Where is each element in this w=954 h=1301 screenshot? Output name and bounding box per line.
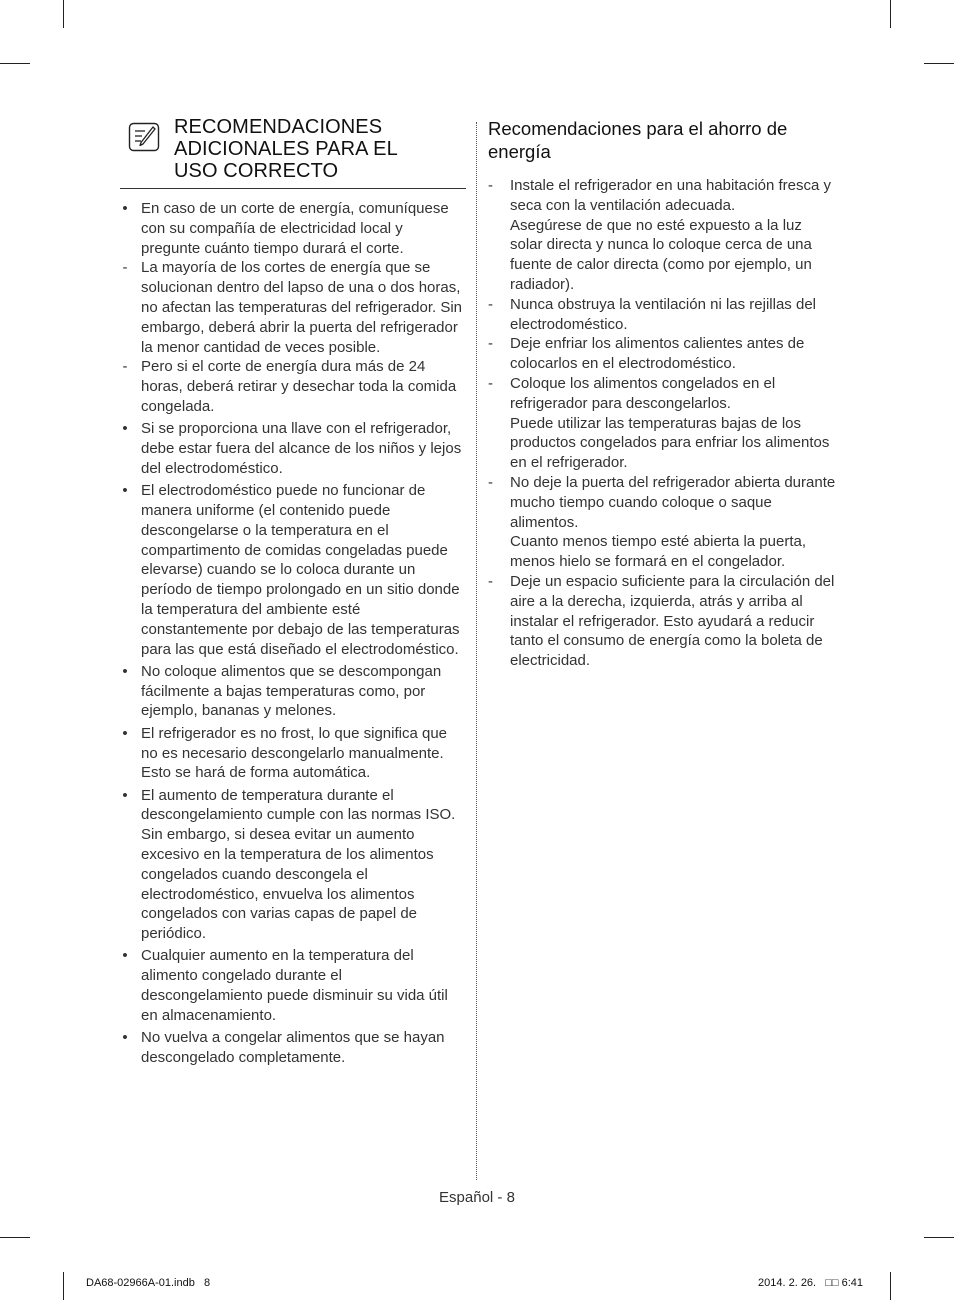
list-item-text: El refrigerador es no frost, lo que significa que no es necesario descongelarlo manualmente. Esto se hará de forma automática. — [141, 724, 447, 782]
list-item — [488, 572, 838, 671]
page-number: Español - 8 — [439, 1189, 515, 1206]
bullet-marker: • — [122, 662, 128, 680]
crop-mark — [924, 1237, 954, 1238]
crop-mark — [890, 1272, 891, 1300]
crop-mark — [0, 63, 30, 64]
list-item-text: Instale el refrigerador en una habitación fresca y seca con la ventilación adecuada. — [510, 177, 832, 214]
bullet-marker: • — [122, 420, 128, 438]
list-item — [120, 199, 466, 258]
list-item — [120, 258, 466, 357]
list-item — [120, 724, 466, 783]
additional-recommendations-section — [120, 116, 466, 1068]
dash-marker: - — [488, 572, 493, 590]
list-item — [120, 1028, 466, 1068]
list-item-text: Cuanto menos tiempo esté abierta la puerta, menos hielo se formará en el congelador. — [510, 533, 807, 571]
title-line: RECOMENDACIONES — [174, 116, 383, 138]
crop-mark — [924, 63, 954, 64]
crop-mark — [890, 0, 891, 28]
energy-tips-list — [488, 176, 838, 671]
crop-mark — [63, 1272, 64, 1300]
dash-marker: - — [488, 295, 493, 313]
dash-marker: - — [122, 259, 128, 277]
dash-marker: - — [488, 335, 493, 353]
bullet-marker: • — [122, 724, 128, 742]
dash-marker: - — [488, 177, 493, 194]
print-date: 2014. 2. 26. □□ 6:41 — [758, 1277, 864, 1289]
bullet-marker: • — [122, 482, 128, 500]
list-item — [120, 662, 466, 721]
list-item-text: En caso de un corte de energía, comuníquese con su compañía de electricidad local y pregunte cuánto tiempo durará el corte. — [141, 200, 449, 257]
title-line: ADICIONALES PARA EL — [174, 138, 398, 160]
dash-marker: - — [488, 374, 493, 392]
list-item-text: El aumento de temperatura durante el descongelamiento cumple con las normas ISO. Sin embargo, si desea evitar un aumento excesivo en la temperatura de los alimentos congelados cuando descongela el electrodoméstico, envuelva los alimentos congelados con varias capas de papel de periódico. — [141, 786, 456, 943]
energy-saving-section — [488, 117, 838, 671]
list-item — [488, 334, 838, 374]
title-line: USO CORRECTO — [174, 160, 339, 182]
list-item-text: Cualquier aumento en la temperatura del alimento congelado durante el descongelamiento puede disminuir su vida útil en almacenamiento. — [141, 947, 448, 1024]
section-subtitle: Recomendaciones para el ahorro de energía — [488, 118, 788, 162]
list-item — [488, 473, 838, 572]
crop-mark — [0, 1237, 30, 1238]
list-item-text: No deje la puerta del refrigerador abierta durante mucho tiempo cuando coloque o saque alimentos. — [510, 473, 836, 531]
list-item-text: Asegúrese de que no esté expuesto a la luz solar directa y nunca lo coloque cerca de una fuente de calor directa (como por ejemplo, un radiador). — [510, 216, 812, 293]
list-item — [120, 481, 466, 659]
list-item — [488, 295, 838, 335]
list-item-text: Pero si el corte de energía dura más de 24 horas, deberá retirar y desechar toda la comida congelada. — [141, 358, 457, 415]
crop-mark — [63, 0, 64, 28]
list-item — [120, 786, 466, 944]
list-item-text: Nunca obstruya la ventilación ni las rejillas del electrodoméstico. — [510, 295, 816, 333]
file-name: DA68-02966A-01.indb 8 — [86, 1277, 211, 1289]
list-item-text: Puede utilizar las temperaturas bajas de los productos congelados para enfriar los alimentos en el refrigerador. — [510, 414, 830, 472]
list-item-text: Coloque los alimentos congelados en el refrigerador para descongelarlos. — [510, 374, 776, 412]
list-item-text: No vuelva a congelar alimentos que se hayan descongelado completamente. — [141, 1029, 445, 1066]
list-item — [120, 946, 466, 1025]
bullet-marker: • — [122, 786, 128, 804]
bullet-marker: • — [122, 200, 128, 217]
bullet-marker: • — [122, 1029, 128, 1047]
list-item-text: La mayoría de los cortes de energía que se solucionan dentro del lapso de una o dos horas, no afectan las temperaturas del refrigerador. Sin embargo, deberá abrir la puerta del refrigerador la menor cantidad de veces posible. — [141, 259, 463, 356]
list-item-text: El electrodoméstico puede no funcionar de manera uniforme (el contenido puede descongelarse o la temperatura en el compartimento de comidas congeladas puede elevarse) cuando se lo coloca durante un período de tiempo prolongado en un sitio donde la temperatura del ambiente esté constantemente por debajo de las temperaturas para las que está diseñado el electrodoméstico. — [141, 482, 460, 658]
section-title — [174, 116, 466, 182]
list-item-text: Si se proporciona una llave con el refrigerador, debe estar fuera del alcance de los niños y lejos del electrodoméstico. — [141, 420, 462, 477]
title-divider — [120, 188, 466, 189]
list-item — [120, 419, 466, 478]
list-item — [120, 357, 466, 416]
list-item — [488, 374, 838, 473]
bullet-marker: • — [122, 947, 128, 965]
column-divider — [476, 122, 477, 1180]
dash-marker: - — [122, 358, 128, 376]
dash-marker: - — [488, 473, 493, 491]
recommendation-list — [120, 199, 466, 1068]
note-pencil-icon — [128, 122, 160, 152]
list-item-text: Deje enfriar los alimentos calientes antes de colocarlos en el electrodoméstico. — [510, 335, 805, 373]
list-item — [488, 176, 838, 295]
list-item-text: No coloque alimentos que se descompongan fácilmente a bajas temperaturas como, por ejemplo, bananas y melones. — [141, 662, 442, 720]
list-item-text: Deje un espacio suficiente para la circulación del aire a la derecha, izquierda, atrás y arriba al instalar el refrigerador. Esto ayudará a reducir tanto el consumo de energía como la boleta de electricidad. — [510, 572, 835, 670]
